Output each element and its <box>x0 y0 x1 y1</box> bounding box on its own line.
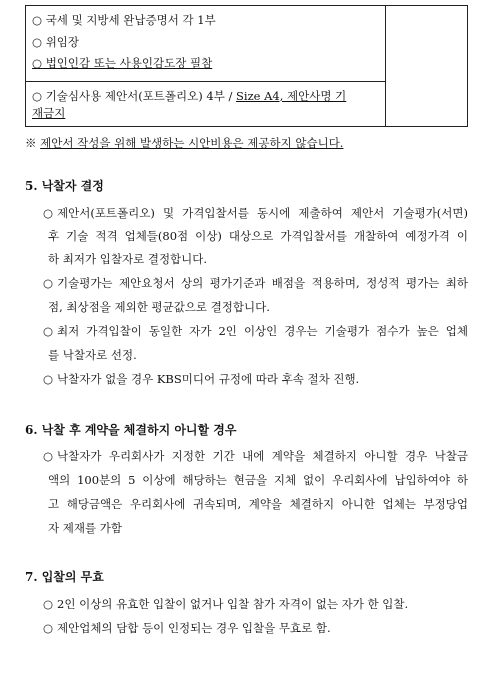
submission-docs-table <box>25 5 468 127</box>
doc-item-tech-proposal-line2 <box>32 105 65 121</box>
s5-bullet2-line1 <box>43 275 468 291</box>
bullet-icon: ○ <box>43 449 54 463</box>
s5-bullet1-line2: 후 기술 적격 업체들(80점 이상) 대상으로 가격입찰서를 개찰하여 예정가격 이 <box>48 229 468 243</box>
s5-bullet1-line3: 하 최저가 입찰자로 결정합니다. <box>48 252 208 266</box>
s5-b1-l1-text: 제안서(포트폴리오) 및 가격입찰서를 동시에 제출하여 제안서 기술평가(서면) <box>57 206 468 220</box>
notice-text: 제안서 작성을 위해 발생하는 시안비용은 제공하지 않습니다. <box>40 136 344 150</box>
s7-b1-l1-text: 2인 이상의 유효한 입찰이 없거나 입찰 참가 자격이 없는 자가 한 입찰. <box>57 597 409 611</box>
s5-b2-l1-text: 기술평가는 제안요청서 상의 평가기준과 배점을 적용하며, 정성적 평가는 최하 <box>57 276 468 290</box>
s6-bullet1-line1 <box>43 448 468 464</box>
section-7-heading: 7. 입찰의 무효 <box>25 570 104 584</box>
tech-proposal-prefix: ○ 기술심사용 제안서(포트폴리오) 4부 / <box>32 89 237 103</box>
s5-bullet3-line1 <box>43 323 468 339</box>
s7-bullet1-line1 <box>43 596 408 612</box>
bullet-icon: ○ <box>43 276 54 290</box>
doc-item-power-of-attorney: ○ 위임장 <box>32 35 80 49</box>
tech-proposal-underlined: Size A4, 제안사명 기 <box>236 89 347 103</box>
s7-b2-l1-text: 제안업체의 담합 등이 인정되는 경우 입찰을 무효로 함. <box>57 621 331 635</box>
s5-b4-l1-text: 낙찰자가 없을 경우 KBS미디어 규정에 따라 후속 절차 진행. <box>57 372 360 386</box>
doc-item-corporate-seal-text: ○ 법인인감 또는 사용인감도장 필참 <box>32 56 213 70</box>
cost-notice <box>25 135 343 151</box>
s5-bullet4-line1 <box>43 371 359 387</box>
section-5-heading: 5. 낙찰자 결정 <box>25 179 104 193</box>
s5-b3-l1-text: 최저 가격입찰이 동일한 자가 2인 이상인 경우는 기술평가 점수가 높은 업체 <box>57 324 468 338</box>
section-6-heading: 6. 낙찰 후 계약을 체결하지 아니할 경우 <box>25 423 237 437</box>
s5-bullet1-line1 <box>43 205 468 221</box>
s5-bullet2-line2: 점, 최상점을 제외한 평균값으로 결정합니다. <box>48 300 270 314</box>
table-row-divider <box>26 81 385 82</box>
tech-proposal-underlined-cont: 재금지 <box>32 106 66 120</box>
s6-bullet1-line4: 자 제재를 가함 <box>48 521 122 535</box>
bullet-icon: ○ <box>43 621 54 635</box>
table-column-divider <box>385 6 386 126</box>
bullet-icon: ○ <box>43 324 54 338</box>
doc-item-tech-proposal-line1 <box>32 88 346 104</box>
s7-bullet2-line1 <box>43 620 331 636</box>
bullet-icon: ○ <box>43 372 54 386</box>
doc-item-corporate-seal <box>32 55 212 71</box>
s6-b1-l1-text: 낙찰자가 우리회사가 지정한 기간 내에 계약을 체결하지 아니할 경우 낙찰금 <box>57 449 468 463</box>
doc-item-tax-certificate: ○ 국세 및 지방세 완납증명서 각 1부 <box>32 13 216 27</box>
bullet-icon: ○ <box>43 206 54 220</box>
s6-bullet1-line3: 고 해당금액은 우리회사에 귀속되며, 계약을 체결하지 아니한 업체는 부정당업 <box>48 497 468 511</box>
notice-mark: ※ <box>25 136 37 150</box>
s5-bullet3-line2: 를 낙찰자로 선정. <box>48 348 137 362</box>
bullet-icon: ○ <box>43 597 54 611</box>
s6-bullet1-line2: 액의 100분의 5 이상에 해당하는 현금을 지체 없이 우리회사에 납입하여야 하 <box>48 473 468 487</box>
